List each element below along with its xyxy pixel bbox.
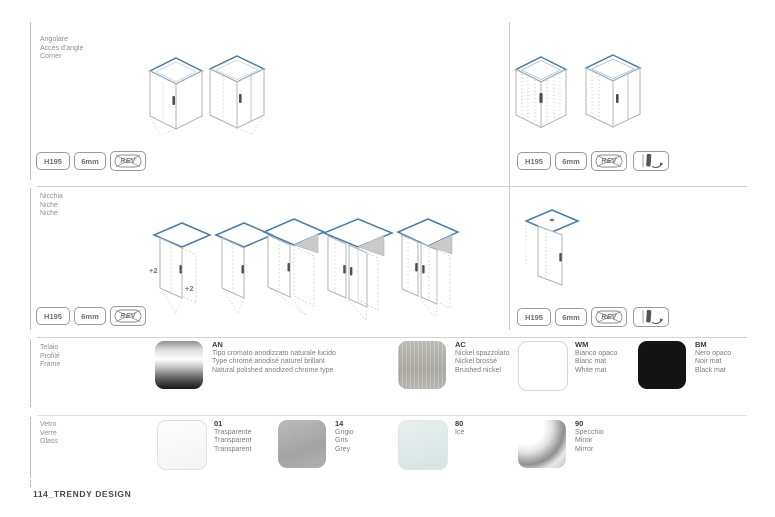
height-badge — [517, 308, 551, 326]
height-badge — [517, 152, 551, 170]
frame-swatch-ac-text — [455, 341, 509, 375]
glass-swatch-90-line: Specchio — [575, 428, 604, 436]
glass-swatch-14-code: 14 — [335, 419, 344, 428]
frame-swatch-wm-text — [575, 341, 617, 375]
corner-label-en: Corner — [40, 53, 62, 60]
glass-section-rule — [30, 417, 31, 478]
glass-swatch-01-text — [214, 420, 251, 454]
thickness-badge-label: 6mm — [81, 156, 99, 166]
rev-logo-badge — [591, 151, 627, 171]
glass-swatch-01-line: Trasparente — [214, 428, 252, 436]
rev-logo-text: REV — [601, 313, 617, 321]
frame-label-en: Frame — [40, 361, 61, 368]
frame-swatch-bm-line: Black mat — [695, 366, 726, 374]
frame-label-fr: Profilé — [40, 352, 60, 360]
frame-swatch-wm-line: Blanc mat — [575, 358, 607, 365]
frame-swatch-an-line: Type chromé anodisé naturel brillant — [212, 358, 325, 365]
height-badge-label: H195 — [525, 156, 543, 166]
rev-logo — [592, 308, 626, 326]
glass-swatch-14 — [278, 420, 326, 468]
height-badge — [36, 152, 70, 170]
height-badge-label: H195 — [525, 312, 543, 322]
rev-logo — [111, 307, 145, 325]
frame-swatch-an-line: Natural polished anodized chrome type — [212, 366, 334, 374]
niche-drawing-3 — [262, 218, 326, 322]
glass-swatch-01-line: Transparent — [214, 437, 252, 444]
glass-swatch-14-line: Gris — [335, 437, 348, 444]
plus-two-label-left: +2 — [149, 266, 158, 275]
frame-swatch-ac-line: Nickel spazzolato — [455, 349, 510, 357]
frame-swatch-bm-line: Noir mat — [695, 358, 722, 365]
glass-swatch-80 — [398, 420, 448, 470]
frame-swatch-ac-line: Brushed nickel — [455, 366, 501, 374]
thickness-badge-label: 6mm — [81, 311, 99, 321]
niche-section-label — [40, 193, 63, 219]
frame-swatch-ac-line: Nickel brossé — [455, 358, 498, 365]
frame-swatch-an-line: Tipo cromato anodizzato naturale lucido — [212, 349, 336, 357]
glass-label-en: Glass — [40, 438, 58, 445]
rev-logo — [111, 152, 145, 170]
frame-swatch-ac — [398, 341, 446, 389]
page-footer: 114_TRENDY DESIGN — [33, 489, 132, 499]
frame-swatch-wm-line: Bianco opaco — [575, 349, 618, 357]
thickness-badge — [74, 152, 106, 170]
corner-label-it: Angolare — [40, 36, 69, 43]
pivot-door-badge — [633, 307, 669, 327]
corner-enclosure-drawing-2 — [208, 54, 266, 142]
glass-label-it: Vetro — [40, 421, 57, 428]
glass-swatch-14-line: Grigio — [335, 428, 354, 436]
glass-swatch-01-line: Transparent — [214, 445, 252, 453]
pivot-door-icon — [634, 152, 668, 170]
corner-label-fr: Accès d'angle — [40, 44, 84, 52]
corner-section-label — [40, 36, 83, 62]
rev-logo-text: REV — [120, 157, 136, 165]
frame-swatch-wm — [518, 341, 568, 391]
frame-section-rule — [30, 339, 31, 407]
glass-swatch-90 — [518, 420, 566, 468]
height-badge-label: H195 — [44, 156, 62, 166]
frame-label-it: Telaio — [40, 344, 59, 351]
frame-swatch-bm-code: BM — [695, 340, 707, 349]
thickness-badge-label: 6mm — [562, 156, 580, 166]
glass-section-label — [40, 421, 58, 447]
footer-tick — [30, 480, 31, 487]
frame-swatch-an-code: AN — [212, 340, 223, 349]
corner-enclosure-drawing-1 — [148, 56, 204, 142]
thickness-badge — [74, 307, 106, 325]
frame-swatch-bm-line: Nero opaco — [695, 349, 732, 357]
glass-swatch-80-line: Ice — [455, 428, 465, 436]
niche-drawing-5 — [394, 218, 460, 326]
niche-label-en: Niche — [40, 210, 58, 217]
niche-drawing-4 — [320, 218, 394, 326]
height-badge — [36, 307, 70, 325]
glass-swatch-80-text — [455, 420, 464, 437]
pivot-door-badge — [633, 151, 669, 171]
glass-swatch-90-line: Miroir — [575, 437, 593, 444]
divider-frame — [37, 337, 747, 338]
glass-swatch-14-text — [335, 420, 354, 454]
frame-swatch-ac-code: AC — [455, 340, 466, 349]
niche-section-rule — [30, 188, 31, 330]
frame-swatch-an — [155, 341, 203, 389]
thickness-badge-label: 6mm — [562, 312, 580, 322]
frame-swatch-bm — [638, 341, 686, 389]
niche-label-fr: Niche — [40, 201, 58, 209]
glass-label-fr: Verre — [40, 429, 57, 437]
rev-logo-text: REV — [601, 157, 617, 165]
frame-section-label — [40, 344, 60, 370]
glass-swatch-90-code: 90 — [575, 419, 584, 428]
frame-swatch-an-text — [212, 341, 336, 375]
thickness-badge — [555, 152, 587, 170]
glass-swatch-01-code: 01 — [214, 419, 223, 428]
glass-swatch-01 — [157, 420, 207, 470]
corner-section-rule — [30, 22, 31, 180]
pivot-door-icon — [634, 308, 668, 326]
divider-niche — [37, 186, 747, 187]
plus-two-label-right: +2 — [185, 284, 194, 293]
niche-drawing-1 — [152, 222, 212, 322]
glass-swatch-90-line: Mirror — [575, 445, 594, 453]
column-divider — [509, 22, 510, 330]
frame-swatch-wm-code: WM — [575, 340, 589, 349]
rev-logo — [592, 152, 626, 170]
frame-swatch-wm-line: White mat — [575, 366, 607, 374]
height-badge-label: H195 — [44, 311, 62, 321]
rev-logo-badge — [110, 151, 146, 171]
niche-label-it: Nicchia — [40, 193, 63, 200]
corner-sliding-drawing-2 — [584, 53, 642, 141]
rev-logo-text: REV — [120, 312, 136, 320]
frame-swatch-bm-text — [695, 341, 731, 375]
glass-swatch-80-code: 80 — [455, 419, 464, 428]
glass-swatch-14-line: Grey — [335, 445, 351, 453]
divider-glass — [37, 415, 747, 416]
glass-swatch-90-text — [575, 420, 604, 454]
rev-logo-badge — [110, 306, 146, 326]
niche-sliding-drawing — [522, 208, 580, 303]
rev-logo-badge — [591, 307, 627, 327]
corner-sliding-drawing-1 — [514, 55, 568, 141]
thickness-badge — [555, 308, 587, 326]
